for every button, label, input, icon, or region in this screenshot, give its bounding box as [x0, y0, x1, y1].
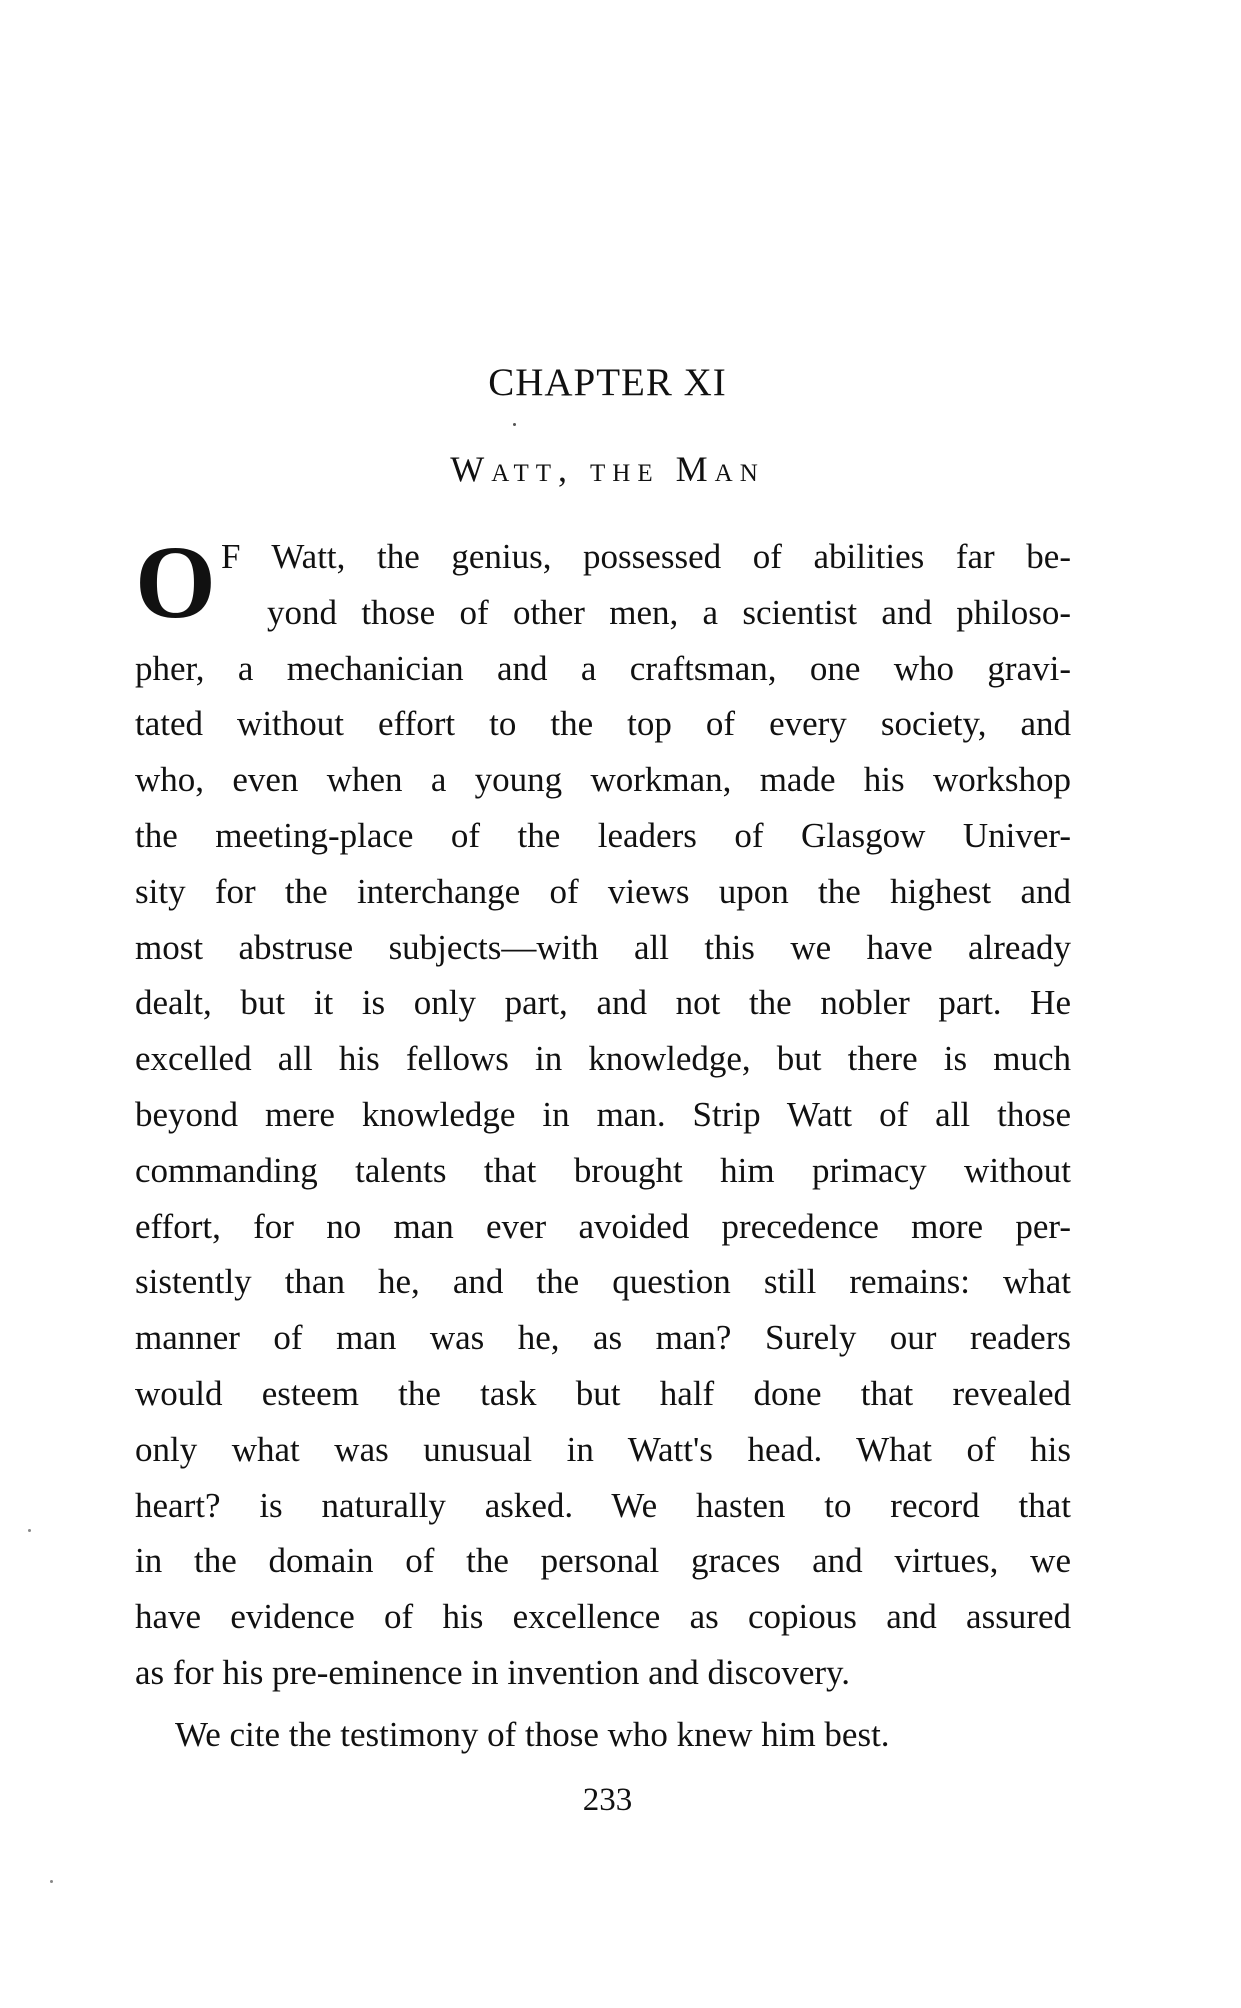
text-line: yond those of other men, a scientist and philoso- [267, 592, 1071, 632]
text-line: most abstruse subjects—with all this we have already [135, 927, 1071, 967]
text-line: as for his pre-eminence in invention and discovery. [135, 1652, 851, 1692]
text-line: manner of man was he, as man? Surely our readers [135, 1318, 1071, 1358]
text-line: dealt, but it is only part, and not the nobler part. He [135, 983, 1071, 1023]
text-line: who, even when a young workman, made his workshop [135, 760, 1071, 800]
paragraph-1 [135, 525, 1071, 1701]
text-line: commanding talents that brought him primacy without [135, 1150, 1071, 1190]
text-line: excelled all his fellows in knowledge, but there is much [135, 1039, 1071, 1079]
text-line: have evidence of his excellence as copious and assured [135, 1597, 1071, 1637]
drop-cap: O [135, 525, 216, 640]
text-line: in the domain of the personal graces and virtues, we [135, 1541, 1071, 1581]
text-line: heart? is naturally asked. We hasten to record that [135, 1485, 1071, 1525]
text-line: sity for the interchange of views upon the highest and [135, 871, 1071, 911]
text-line: F Watt, the genius, possessed of abilities far be- [221, 537, 1071, 576]
text-line: beyond mere knowledge in man. Strip Watt of all those [135, 1094, 1071, 1134]
text-line: sistently than he, and the question still remains: what [135, 1262, 1071, 1302]
text-line: would esteem the task but half done that revealed [135, 1373, 1071, 1413]
page-number: 233 [582, 1782, 633, 1818]
text-line: only what was unusual in Watt's head. What of his [135, 1429, 1071, 1469]
chapter-label: CHAPTER XI [488, 361, 727, 404]
printing-speck [28, 1529, 31, 1532]
text-line: the meeting-place of the leaders of Glasgow Univer- [135, 815, 1071, 855]
printing-speck [513, 423, 516, 426]
text-line: We cite the testimony of those who knew him best. [175, 1715, 890, 1754]
text-line: pher, a mechanician and a craftsman, one who gravi- [135, 648, 1071, 688]
text-line: effort, for no man ever avoided precedence more per- [135, 1206, 1071, 1246]
chapter-title: Watt, the Man [450, 449, 765, 489]
printing-speck [50, 1880, 53, 1883]
text-line: tated without effort to the top of every society, and [135, 704, 1071, 744]
paragraph-2 [135, 1707, 1071, 1763]
